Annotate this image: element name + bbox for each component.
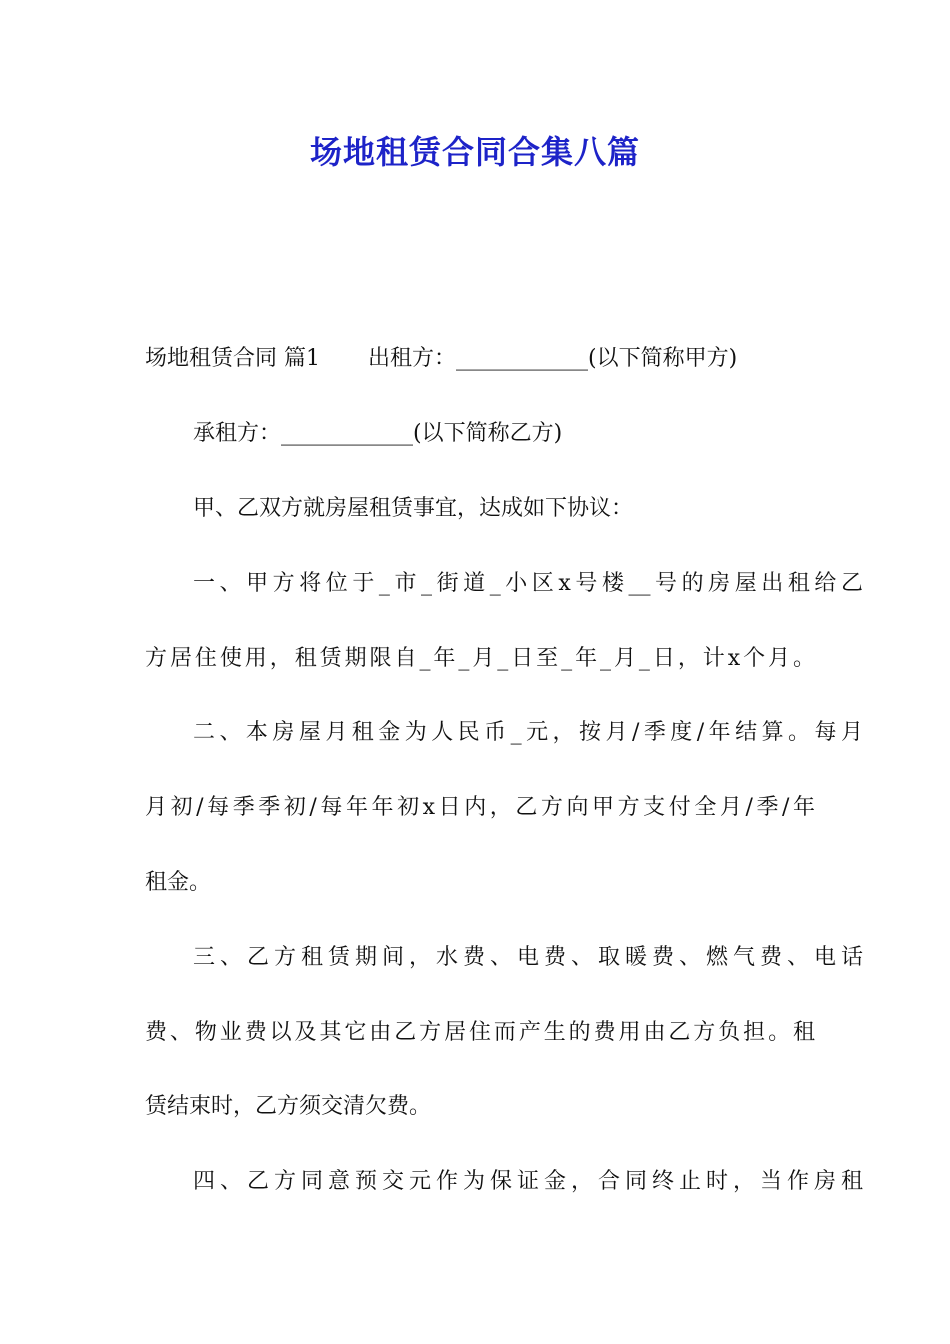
agreement-intro: 甲、乙双方就房屋租赁事宜，达成如下协议： xyxy=(193,496,634,521)
clause-1-line-2: 方居住使用，租赁期限自_年_月_日至_年_月_日，计x个月。 xyxy=(145,646,815,671)
clause-3-line-2: 费、物业费以及其它由乙方居住而产生的费用由乙方负担。租 xyxy=(145,1020,815,1045)
document-title: 场地租赁合同合集八篇 xyxy=(309,133,640,171)
clause-1-line-1: 一、甲方将位于_市_街道_小区x号楼__号的房屋出租给乙 xyxy=(193,571,863,596)
clause-2-line-2: 月初/每季季初/每年年初x日内，乙方向甲方支付全月/季/年 xyxy=(145,795,815,820)
lessor-line: 出租方：____________(以下简称甲方) xyxy=(368,346,738,371)
clause-2-line-1: 二、本房屋月租金为人民币_元，按月/季度/年结算。每月 xyxy=(193,720,863,745)
clause-2-line-3: 租金。 xyxy=(145,870,212,895)
clause-3-line-1: 三、乙方租赁期间，水费、电费、取暖费、燃气费、电话 xyxy=(193,945,863,970)
clause-4-line-1: 四、乙方同意预交元作为保证金，合同终止时，当作房租 xyxy=(193,1169,863,1194)
paragraph-line-1 xyxy=(145,344,815,374)
lessee-line: 承租方：____________(以下简称乙方) xyxy=(193,421,563,446)
section-heading: 场地租赁合同 篇1 xyxy=(145,346,320,371)
clause-3-line-3: 赁结束时，乙方须交清欠费。 xyxy=(145,1094,432,1119)
